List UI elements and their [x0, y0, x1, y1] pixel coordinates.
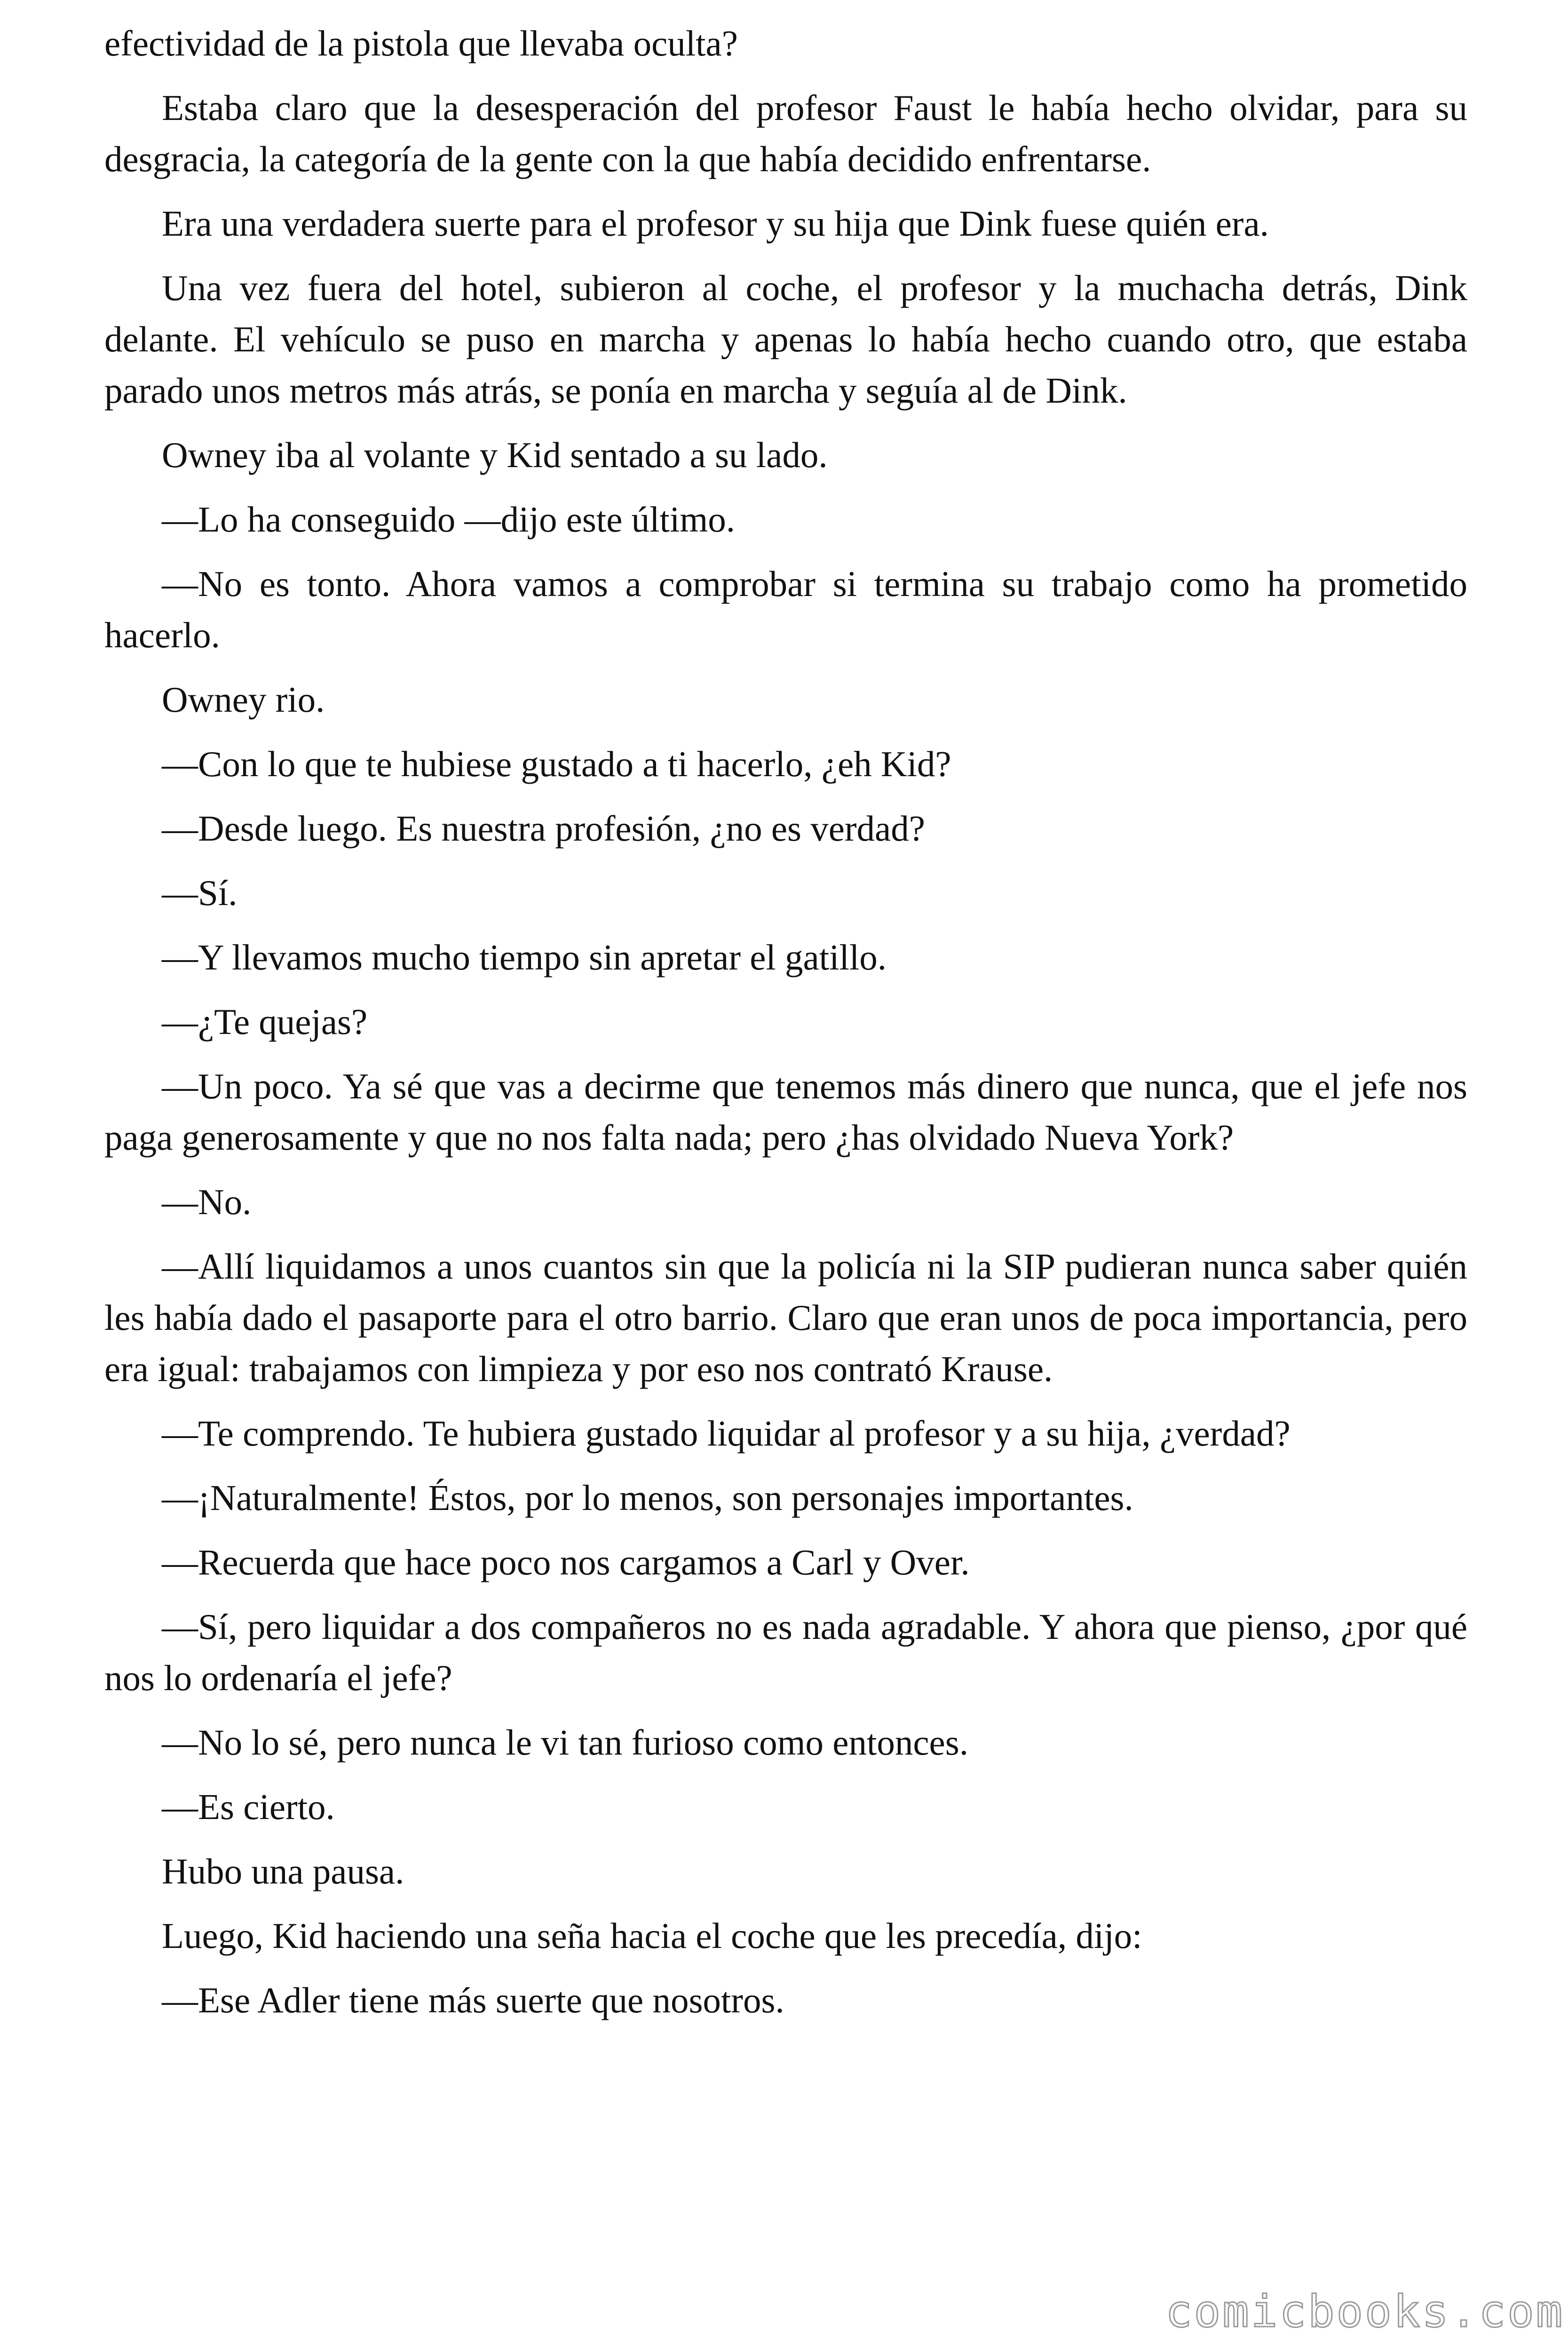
dialogue-line: —Allí liquidamos a unos cuantos sin que la policía ni la SIP pudieran nunca saber quién les había dado el pasaporte para el otro barrio. Claro que eran unos de poca importancia, pero era igual: trabajamos con limpieza y por eso nos contrató Krause. — [104, 1246, 1467, 1389]
dialogue-line: —Sí, pero liquidar a dos compañeros no es nada agradable. Y ahora que pienso, ¿por qué nos lo ordenaría el jefe? — [104, 1606, 1467, 1698]
paragraph: Hubo una pausa. — [162, 1851, 404, 1891]
paragraph: Owney rio. — [162, 679, 325, 720]
dialogue-line: —No lo sé, pero nunca le vi tan furioso como entonces. — [162, 1722, 968, 1763]
paragraph: Luego, Kid haciendo una seña hacia el coche que les precedía, dijo: — [162, 1915, 1142, 1956]
dialogue-line: —Ese Adler tiene más suerte que nosotros. — [162, 1980, 784, 2020]
paragraph: Estaba claro que la desesperación del profesor Faust le había hecho olvidar, para su desgracia, la categoría de la gente con la que había decidido enfrentarse. — [104, 87, 1467, 179]
dialogue-line: —Recuerda que hace poco nos cargamos a Carl y Over. — [162, 1542, 970, 1582]
dialogue-line: —Desde luego. Es nuestra profesión, ¿no es verdad? — [162, 808, 925, 849]
dialogue-line: —Es cierto. — [162, 1787, 335, 1827]
dialogue-line: —¿Te quejas? — [162, 1001, 368, 1042]
watermark: comicbooks.com — [1165, 2286, 1565, 2337]
dialogue-line: —No. — [162, 1182, 252, 1222]
dialogue-line: —Con lo que te hubiese gustado a ti hacerlo, ¿eh Kid? — [162, 744, 951, 784]
paragraph: Era una verdadera suerte para el profesor y su hija que Dink fuese quién era. — [162, 203, 1269, 244]
paragraph: Una vez fuera del hotel, subieron al coche, el profesor y la muchacha detrás, Dink delante. El vehículo se puso en marcha y apenas lo había hecho cuando otro, que estaba parado unos metros más atrás, se ponía en marcha y seguía al de Dink. — [104, 268, 1467, 411]
paragraph-continuation: efectividad de la pistola que llevaba oculta? — [104, 23, 738, 64]
dialogue-line: —Lo ha conseguido —dijo este último. — [162, 499, 735, 540]
dialogue-line: —Sí. — [162, 873, 238, 913]
dialogue-line: —¡Naturalmente! Éstos, por lo menos, son personajes importantes. — [162, 1478, 1133, 1518]
paragraph: Owney iba al volante y Kid sentado a su lado. — [162, 435, 828, 475]
dialogue-line: —Y llevamos mucho tiempo sin apretar el gatillo. — [162, 937, 887, 977]
dialogue-line: —Un poco. Ya sé que vas a decirme que tenemos más dinero que nunca, que el jefe nos paga generosamente y que no nos falta nada; pero ¿has olvidado Nueva York? — [104, 1066, 1467, 1158]
book-page — [104, 18, 1467, 2039]
dialogue-line: —Te comprendo. Te hubiera gustado liquidar al profesor y a su hija, ¿verdad? — [162, 1413, 1291, 1454]
dialogue-line: —No es tonto. Ahora vamos a comprobar si termina su trabajo como ha prometido hacerlo. — [104, 564, 1467, 655]
